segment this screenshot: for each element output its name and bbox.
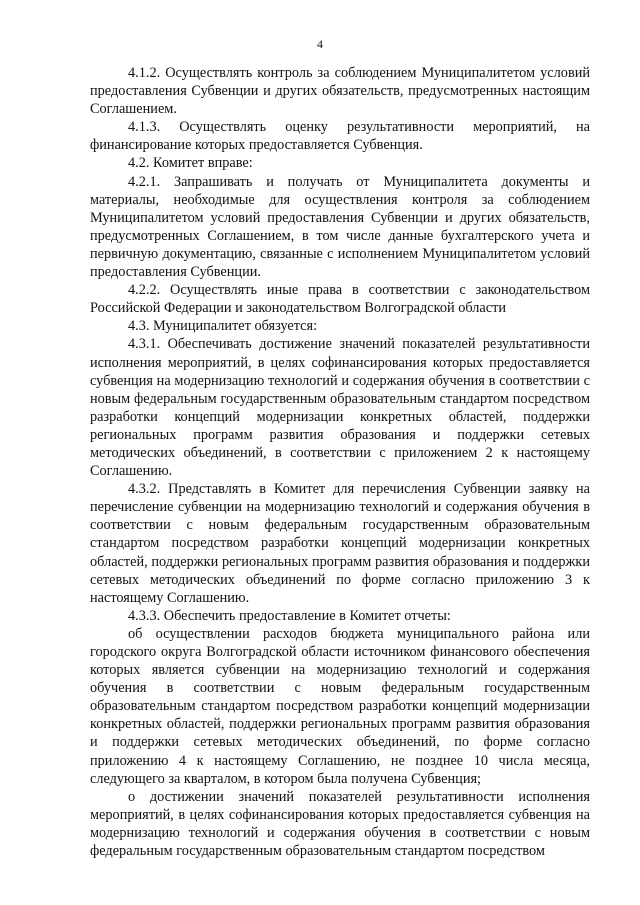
paragraph-4-3-2: 4.3.2. Представлять в Комитет для перечисления Субвенции заявку на перечисление субвенции на модернизацию технологий и содержания обучения в соответствии с новым федеральным государственным образовательным стандартом посредством разработки концепций модернизации конкретных областей, поддержки региональных программ развития образования и поддержки сетевых методических объединений по форме согласно приложению 3 к настоящему Соглашению. <box>90 481 590 606</box>
page-number: 4 <box>317 37 323 51</box>
paragraph-4-2-2: 4.2.2. Осуществлять иные права в соответствии с законодательством Российской Федерации и законодательством Волгоградской области <box>90 282 590 317</box>
paragraph-report-indicators: о достижении значений показателей результативности исполнения мероприятий, в целях софинансирования которых предоставляется субвенция на модернизацию технологий и содержания обучения в соответствии с новым федеральным государственным образовательным стандартом посредством <box>90 788 590 860</box>
paragraph-4-3: 4.3. Муниципалитет обязуется: <box>128 318 318 335</box>
paragraph-4-1-2: 4.1.2. Осуществлять контроль за соблюдением Муниципалитетом условий предоставления Субвенции и других обязательств, предусмотренных настоящим Соглашением. <box>90 65 590 118</box>
paragraph-4-3-1: 4.3.1. Обеспечивать достижение значений показателей результативности исполнения мероприятий, в целях софинансирования которых предоставляется субвенция на модернизацию технологий и содержания обучения в соответствии с новым федеральным государственным образовательным стандартом посредством разработки концепций модернизации конкретных областей, поддержки региональных программ развития образования и поддержки сетевых методических объединений, в соответствии с приложением 2 к настоящему Соглашению. <box>90 336 590 480</box>
paragraph-4-2-1: 4.2.1. Запрашивать и получать от Муниципалитета документы и материалы, необходимые для осуществления контроля за соблюдением Муниципалитетом условий предоставления Субвенции и других обязательств, предусмотренных Соглашением, в том числе данные бухгалтерского учета и первичную документацию, связанные с исполнением Муниципалитетом условий предоставления Субвенции. <box>90 173 590 281</box>
paragraph-report-expenses: об осуществлении расходов бюджета муниципального района или городского округа Волгоградской области источником финансового обеспечения которых является субвенции на модернизацию технологий и содержания обучения в соответствии с новым федеральным государственным образовательным стандартом посредством разработки концепций модернизации конкретных областей, поддержки региональных программ развития образования и поддержки сетевых методических объединений, по форме согласно приложению 4 к настоящему Соглашению, не позднее 10 числа месяца, следующего за кварталом, в котором была получена Субвенция; <box>90 625 590 787</box>
paragraph-4-2: 4.2. Комитет вправе: <box>128 155 253 172</box>
paragraph-4-3-3: 4.3.3. Обеспечить предоставление в Комитет отчеты: <box>128 607 451 624</box>
paragraph-4-1-3: 4.1.3. Осуществлять оценку результативности мероприятий, на финансирование которых предоставляется Субвенция. <box>90 119 590 154</box>
document-body <box>90 64 590 860</box>
